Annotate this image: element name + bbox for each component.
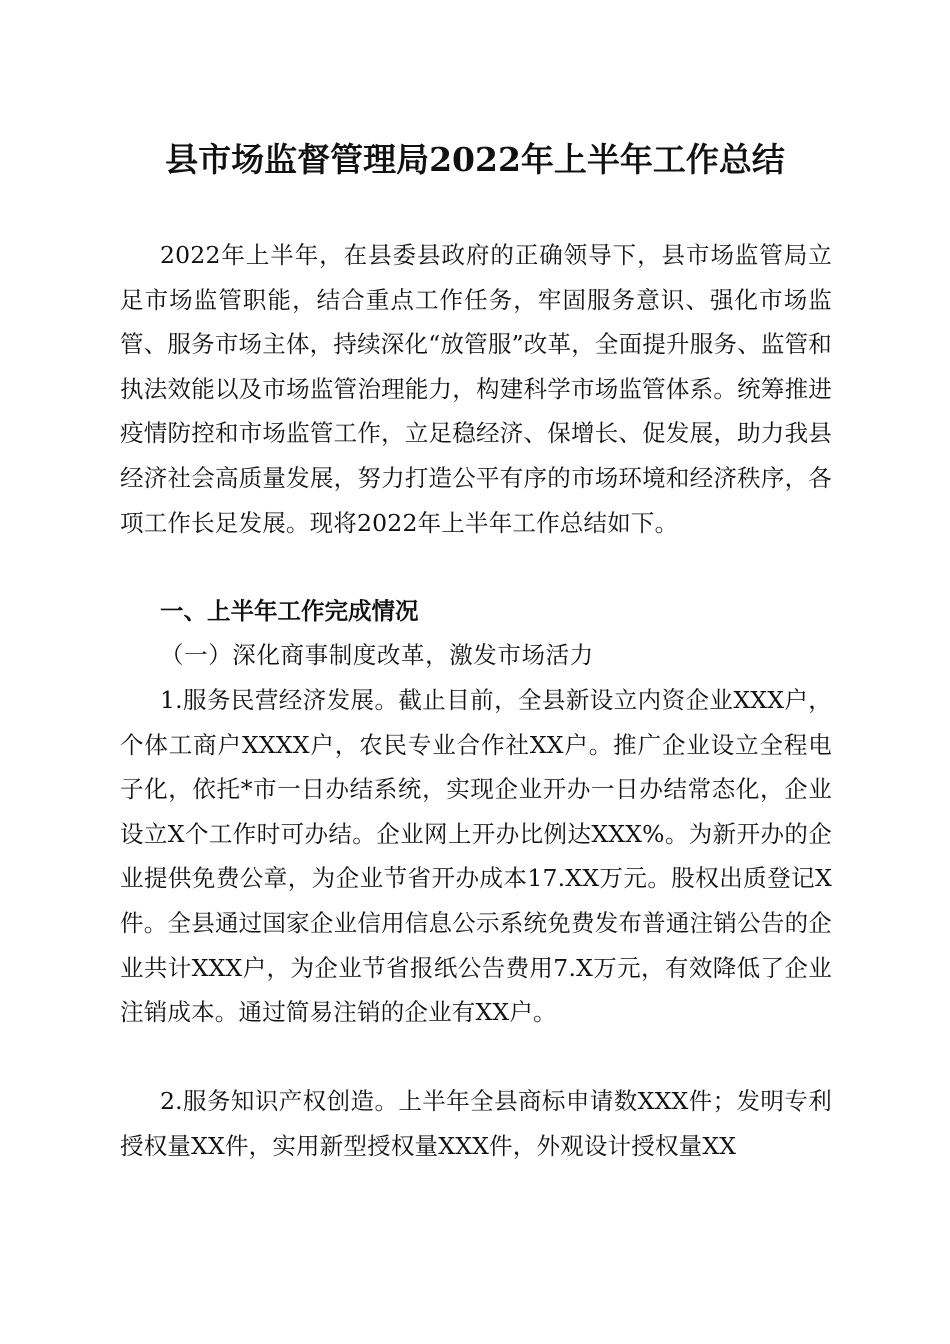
item-1-paragraph: 1.服务民营经济发展。截止目前，全县新设立内资企业XXX户，个体工商户XXXX户，农民专业合作社XX户。推广企业设立全程电子化，依托*市一日办结系统，实现企业开办一日办结常态化，企业设立X个工作时可办结。企业网上开办比例达XXX%。为新开办的企业提供免费公章，为企业节省开办成本17.XX万元。股权出质登记X件。全县通过国家企业信用信息公示系统免费发布普通注销公告的企业共计XXX户，为企业节省报纸公告费用7.X万元，有效降低了企业注销成本。通过简易注销的企业有XX户。 bbox=[120, 686, 832, 1027]
item-2-paragraph: 2.服务知识产权创造。上半年全县商标申请数XXX件；发明专利授权量XX件，实用新型授权量XXX件，外观设计授权量XX bbox=[120, 1087, 832, 1160]
subsection-heading: （一）深化商事制度改革，激发市场活力 bbox=[160, 641, 594, 669]
document-title: 县市场监督管理局2022年上半年工作总结 bbox=[165, 140, 785, 179]
intro-paragraph: 2022年上半年，在县委县政府的正确领导下，县市场监管局立足市场监管职能，结合重点工作任务，牢固服务意识、强化市场监管、服务市场主体，持续深化“放管服”改革，全面提升服务、监管和执法效能以及市场监管治理能力，构建科学市场监管体系。统筹推进疫情防控和市场监管工作，立足稳经济、保增长、促发展，助力我县经济社会高质量发展，努力打造公平有序的市场环境和经济秩序，各项工作长足发展。现将2022年上半年工作总结如下。 bbox=[120, 241, 832, 537]
section-heading: 一、上半年工作完成情况 bbox=[160, 597, 419, 625]
